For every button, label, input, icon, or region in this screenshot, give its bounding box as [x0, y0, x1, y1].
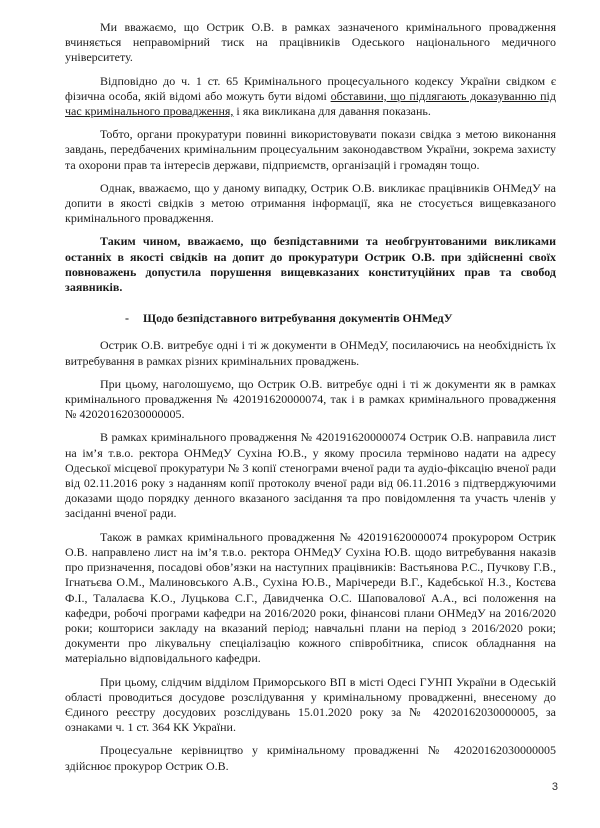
paragraph-11: Процесуальне керівництво у кримінальному провадженні № 42020162030000005 здійснює прокурор Острик О.В.	[65, 743, 556, 773]
paragraph-2-text-start: Відповідно до ч. 1 ст. 65 Кримінального процесуального кодексу України свідком є фізична особа, якій відомі або можуть бути відомі	[65, 73, 556, 103]
paragraph-4: Однак, вважаємо, що у даному випадку, Острик О.В. викликає працівників ОНМедУ на допити в якості свідків з метою отримання інформації, яка не стосується вищевказаного кримінального провадження.	[65, 180, 556, 226]
paragraph-5-bold-conclusion: Таким чином, вважаємо, що безпідставними та необгрунтованими викликами останніх в якості свідків на допит до прокуратури Острик О.В. при здійсненні своїх повноважень допустила порушення вищевказаних конституційних прав та свобод заявників.	[65, 234, 556, 295]
section-heading-dash: -	[125, 311, 129, 326]
paragraph-2-underlined-text: обставини, що підлягають доказуванню під час кримінального провадження,	[65, 88, 556, 119]
section-heading	[65, 311, 556, 326]
page-number: 3	[551, 781, 558, 793]
paragraph-2-text-end: і яка викликана для давання показань.	[233, 104, 431, 119]
paragraph-2	[65, 74, 556, 120]
paragraph-10: При цьому, слідчим відділом Приморського ВП в місті Одесі ГУНП України в Одеській області проводиться досудове розслідування у кримінальному провадженні, внесеному до Єдиного реєстру досудових розслідувань 15.01.2020 року за № 42020162030000005, за ознаками ч. 1 ст. 364 КК України.	[65, 674, 556, 735]
paragraph-6: Острик О.В. витребує одні і ті ж документи в ОНМедУ, посилаючись на необхідність їх витребування в рамках різних кримінальних проваджень.	[65, 338, 556, 368]
paragraph-1: Ми вважаємо, що Острик О.В. в рамках зазначеного кримінального провадження вчиняється неправомірний тиск на працівників Одеського національного медичного університету.	[65, 20, 556, 65]
section-heading-text: Щодо безпідставного витребування документів ОНМедУ	[143, 311, 453, 326]
paragraph-8: В рамках кримінального провадження № 420191620000074 Острик О.В. направила лист на ім’я т.в.о. ректора ОНМедУ Сухіна Ю.В., у якому просила терміново надати на адресу Одеської місцевої прокуратури № 3 копії стенограми вченої ради та аудіо-фіксацію вченої ради від 02.11.2016 року з наданням копії протоколу вченої ради від 06.11.2016 з підтверджуючими доказами щодо порядку денного вказаного засідання та про повідомлення та участь членів у засіданні вченої ради.	[65, 430, 556, 521]
paragraph-3: Тобто, органи прокуратури повинні використовувати покази свідка з метою виконання завдань, передбачених кримінальним процесуальним законодавством України, зокрема захисту та охорони прав та інтересів держави, підприємств, організацій і громадян тощо.	[65, 127, 556, 172]
paragraph-9: Також в рамках кримінального провадження № 420191620000074 прокурором Острик О.В. направлено лист на ім’я т.в.о. ректора ОНМедУ Сухіна Ю.В. щодо витребування наказів про призначення, посадові обов’язки на наступних працівників: Вастьянова Р.С., Пучкову Г.В., Ігнатьєва О.М., Малиновського А.В., Сухіна Ю.В., Марічереди В.Г., Кадебської Н.З., Костєва Ф.І., Талалаєва К.О., Луцькова С.Г., Давидченка О.С. Шаповалової А.А., всі положення на кафедри, робочі програми кафедри на 2016/2020 роки, фінансові плани ОНМедУ на 2016/2020 роки; кошториси закладу на вказаний період; навчальні плани на період з 2016/2020 роки; документи про лікувальну спеціалізацію кожного співробітника, список обладнання на матеріально відповідального кафедри.	[65, 529, 556, 666]
paragraph-7: При цьому, наголошуємо, що Острик О.В. витребує одні і ті ж документи як в рамках кримінального провадження № 420191620000074, так і в рамках кримінального провадження № 42020162030000005.	[65, 376, 556, 422]
document-page	[65, 20, 556, 782]
